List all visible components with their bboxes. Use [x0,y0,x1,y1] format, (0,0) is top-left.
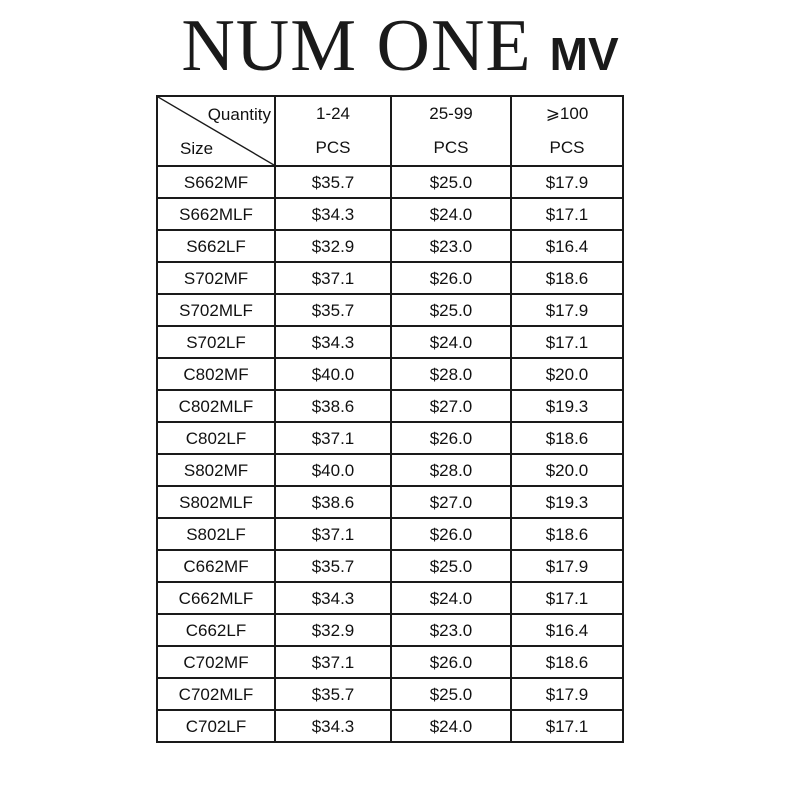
price-tier-3: $17.1 [511,198,623,230]
price-tier-1: $40.0 [275,454,391,486]
price-tier-2: $24.0 [391,198,511,230]
price-tier-2: $23.0 [391,230,511,262]
price-tier-1: $37.1 [275,262,391,294]
tier-header-1 [275,96,391,166]
table-row [157,454,623,486]
size-cell: S662LF [157,230,275,262]
table-row [157,294,623,326]
price-tier-1: $34.3 [275,710,391,742]
price-tier-1: $34.3 [275,582,391,614]
price-tier-3: $19.3 [511,390,623,422]
price-tier-1: $37.1 [275,518,391,550]
size-cell: S802MF [157,454,275,486]
table-row [157,422,623,454]
price-tier-1: $32.9 [275,614,391,646]
price-tier-2: $26.0 [391,518,511,550]
tier-range: 25-99 [429,104,473,123]
size-cell: C702MLF [157,678,275,710]
table-row [157,614,623,646]
brand-header [0,6,800,86]
price-tier-3: $19.3 [511,486,623,518]
price-tier-1: $34.3 [275,198,391,230]
size-cell: C802LF [157,422,275,454]
price-tier-2: $27.0 [391,486,511,518]
tier-header-2 [391,96,511,166]
tier-range: ⩾100 [545,104,589,123]
size-cell: C702MF [157,646,275,678]
size-label: Size [180,139,214,158]
size-cell: S662MF [157,166,275,198]
price-tier-2: $25.0 [391,294,511,326]
price-tier-3: $20.0 [511,358,623,390]
table-row [157,550,623,582]
price-tier-3: $17.9 [511,166,623,198]
table-row [157,262,623,294]
tier-header-3 [511,96,623,166]
size-cell: C802MLF [157,390,275,422]
price-tier-2: $24.0 [391,710,511,742]
price-tier-2: $24.0 [391,326,511,358]
price-tier-3: $17.9 [511,550,623,582]
table-row [157,358,623,390]
price-tier-3: $20.0 [511,454,623,486]
price-tier-1: $35.7 [275,294,391,326]
price-tier-3: $16.4 [511,230,623,262]
quantity-label: Quantity [207,105,271,124]
tier-unit: PCS [549,138,585,157]
size-cell: C662MF [157,550,275,582]
tier-range: 1-24 [315,104,351,123]
price-tier-3: $17.1 [511,710,623,742]
size-cell: C662MLF [157,582,275,614]
price-tier-2: $26.0 [391,262,511,294]
price-tier-1: $37.1 [275,646,391,678]
table-row [157,710,623,742]
price-tier-3: $18.6 [511,646,623,678]
table-row [157,582,623,614]
price-tier-2: $23.0 [391,614,511,646]
brand-name: NUM ONE [181,5,532,87]
price-tier-1: $37.1 [275,422,391,454]
price-tier-1: $35.7 [275,166,391,198]
price-table [156,95,624,743]
table-row [157,326,623,358]
price-tier-2: $25.0 [391,678,511,710]
price-tier-1: $35.7 [275,678,391,710]
size-cell: S662MLF [157,198,275,230]
corner-header-cell [157,96,275,166]
size-cell: S702MLF [157,294,275,326]
price-tier-3: $17.1 [511,582,623,614]
price-tier-1: $38.6 [275,390,391,422]
size-cell: C662LF [157,614,275,646]
table-row [157,230,623,262]
price-tier-3: $17.9 [511,678,623,710]
price-tier-3: $18.6 [511,518,623,550]
tier-unit: PCS [433,138,469,157]
price-tier-2: $25.0 [391,166,511,198]
size-cell: S802MLF [157,486,275,518]
price-tier-3: $16.4 [511,614,623,646]
price-tier-1: $38.6 [275,486,391,518]
price-tier-1: $34.3 [275,326,391,358]
price-tier-3: $17.1 [511,326,623,358]
table-row [157,166,623,198]
table-row [157,646,623,678]
header-row [157,96,623,166]
table-row [157,486,623,518]
price-tier-2: $26.0 [391,646,511,678]
price-tier-3: $18.6 [511,262,623,294]
price-tier-3: $17.9 [511,294,623,326]
price-tier-2: $26.0 [391,422,511,454]
price-tier-2: $25.0 [391,550,511,582]
size-cell: C802MF [157,358,275,390]
price-tier-2: $28.0 [391,358,511,390]
tier-unit: PCS [315,138,351,157]
price-tier-1: $35.7 [275,550,391,582]
table-row [157,198,623,230]
price-tier-3: $18.6 [511,422,623,454]
size-cell: C702LF [157,710,275,742]
size-cell: S702LF [157,326,275,358]
price-tier-1: $32.9 [275,230,391,262]
table-row [157,390,623,422]
price-tier-1: $40.0 [275,358,391,390]
price-tier-2: $27.0 [391,390,511,422]
size-cell: S802LF [157,518,275,550]
table-row [157,518,623,550]
price-tier-2: $24.0 [391,582,511,614]
size-cell: S702MF [157,262,275,294]
brand-suffix: MV [549,28,619,80]
table-row [157,678,623,710]
price-tier-2: $28.0 [391,454,511,486]
